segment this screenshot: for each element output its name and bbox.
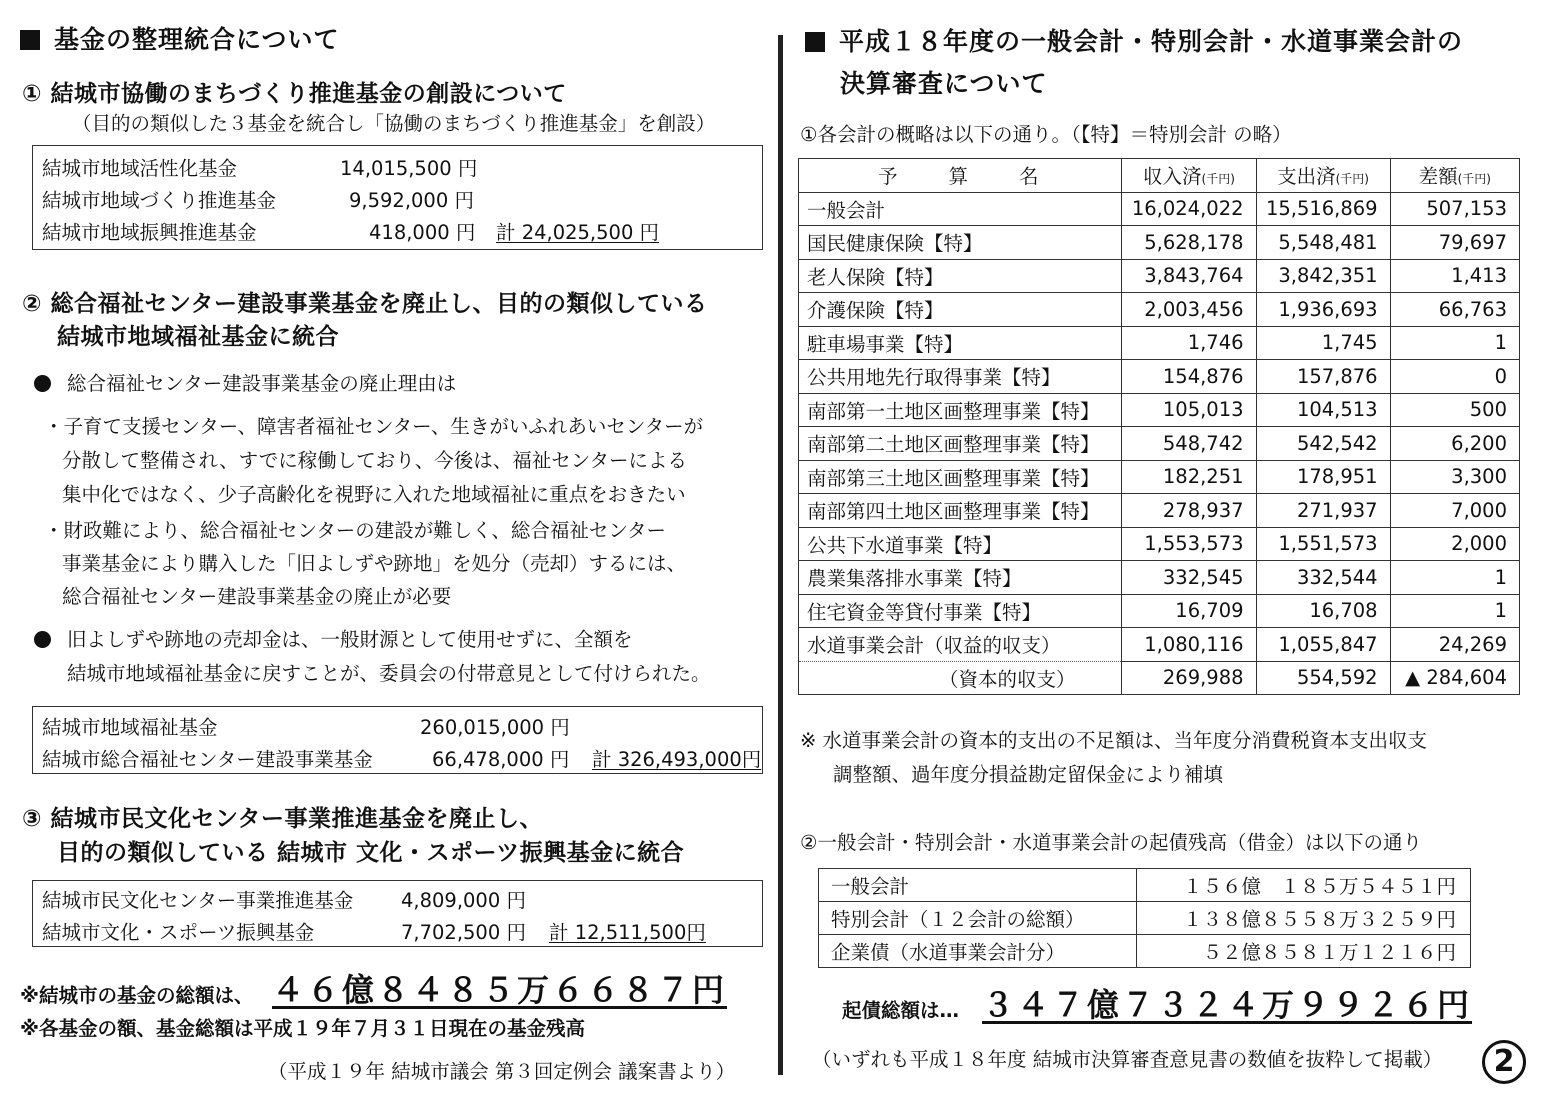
account-name: 老人保険【特】 [799,259,1122,293]
table-row [799,661,1520,695]
account-name: 一般会計 [799,192,1122,226]
table-row [819,869,1471,902]
diff-cell: 507,153 [1390,192,1519,226]
expense-cell: 16,708 [1256,594,1390,628]
section3-title: ③ 結城市民文化センター事業推進基金を廃止し、 [22,806,544,832]
expense-cell: 104,513 [1256,393,1390,427]
table-row [799,594,1520,628]
income-cell: 278,937 [1122,494,1256,528]
account-name: 水道事業会計（収益的収支） [799,628,1122,662]
income-cell: 105,013 [1122,393,1256,427]
account-name: 住宅資金等貸付事業【特】 [799,594,1122,628]
diff-cell: 0 [1390,360,1519,394]
income-cell: 16,709 [1122,594,1256,628]
fund-row: 結城市総合福祉センター建設事業基金 [42,748,373,771]
income-cell: 332,545 [1122,561,1256,595]
budget-heading: 平成１８年度の一般会計・特別会計・水道事業会計の [805,22,1463,58]
expense-cell: 542,542 [1256,427,1390,461]
fund-grand-total: ４６億８４８５万６６８７円 [272,971,728,1009]
footnote-line1: ※ 水道事業会計の資本的支出の不足額は、当年度分消費税資本支出収支 [800,729,1428,752]
table-row [799,628,1520,662]
income-cell: 269,988 [1122,661,1256,695]
fund-row: 結城市地域福祉基金 [42,716,218,739]
account-name: 国民健康保険【特】 [799,226,1122,260]
fund-note: ※各基金の額、基金総額は平成１９年７月３１日現在の基金残高 [20,1017,585,1040]
section1-subtitle: （目的の類似した３基金を統合し「協働のまちづくり推進基金」を創設） [72,112,716,135]
diff-cell: 1 [1390,561,1519,595]
square-bullet-icon [20,30,40,50]
account-name: 公共下水道事業【特】 [799,527,1122,561]
income-cell: 16,024,022 [1122,192,1256,226]
debt-amount: １３８億８５５８万３２５９円 [1136,902,1471,935]
col-header-income: 収入済(千円) [1122,159,1256,193]
expense-cell: 5,548,481 [1256,226,1390,260]
diff-cell: 79,697 [1390,226,1519,260]
budget-intro: ①各会計の概略は以下の通り。（【特】＝特別会計 の略） [800,123,1292,146]
fund-amount: 418,000 円 [369,221,476,244]
table-row [799,561,1520,595]
debt-category: 特別会計（１２会計の総額） [819,902,1137,935]
diff-cell: 24,269 [1390,628,1519,662]
footnote-line2: 調整額、過年度分損益勘定留保金により補填 [833,763,1224,786]
section1-title: ① 結城市協働のまちづくり推進基金の創設について [22,81,567,107]
income-cell: 1,746 [1122,326,1256,360]
fund-amount: 14,015,500 円 [340,157,478,180]
income-cell: 154,876 [1122,360,1256,394]
account-name: 南部第四土地区画整理事業【特】 [799,494,1122,528]
table-row [799,460,1520,494]
expense-cell: 1,055,847 [1256,628,1390,662]
page-number: 2 [1482,1040,1526,1084]
fund-amount: 4,809,000 円 [401,889,526,912]
debt-source: （いずれも平成１８年度 結城市決算審査意見書の数値を抜粋して掲載） [812,1048,1443,1071]
table-row [799,192,1520,226]
table-row [799,293,1520,327]
table-row [799,360,1520,394]
income-cell: 1,080,116 [1122,628,1256,662]
fund-row: 結城市文化・スポーツ振興基金 [42,921,315,944]
table-row [799,427,1520,461]
diff-cell: 2,000 [1390,527,1519,561]
fund-total-label: ※結城市の基金の総額は、 [20,984,254,1007]
expense-cell: 554,592 [1256,661,1390,695]
account-name: 南部第一土地区画整理事業【特】 [799,393,1122,427]
expense-cell: 1,551,573 [1256,527,1390,561]
fund-total: 計 12,511,500円 [549,921,706,944]
diff-cell: 1,413 [1390,259,1519,293]
account-name: 公共用地先行取得事業【特】 [799,360,1122,394]
diff-cell: 6,200 [1390,427,1519,461]
fund-total: 計 326,493,000円 [592,748,762,771]
table-row [799,393,1520,427]
debt-grand-total: ３４７億７３２４万９９２６円 [982,986,1473,1024]
expense-cell: 3,842,351 [1256,259,1390,293]
diff-cell: 500 [1390,393,1519,427]
reason2-line: ・財政難により、総合福祉センターの建設が難しく、総合福祉センター [44,519,667,542]
section3-title-line2: 目的の類似している 結城市 文化・スポーツ振興基金に統合 [57,840,685,866]
diff-cell: 66,763 [1390,293,1519,327]
section2-bullet1: 総合福祉センター建設事業基金の廃止理由は [34,368,456,396]
section2-bullet2-line2: 結城市地域福祉基金に戻すことが、委員会の付帯意見として付けられた。 [67,662,711,685]
budget-heading-line2: 決算審査について [840,69,1048,98]
expense-cell: 332,544 [1256,561,1390,595]
fund-amount: 66,478,000 円 [432,748,570,771]
table-row [799,226,1520,260]
expense-cell: 1,936,693 [1256,293,1390,327]
fund-row: 結城市地域振興推進基金 [42,221,257,244]
expense-cell: 157,876 [1256,360,1390,394]
fund-row: 結城市地域づくり推進基金 [42,189,277,212]
section2-title: ② 総合福祉センター建設事業基金を廃止し、目的の類似している [22,291,708,317]
diff-cell: 1 [1390,594,1519,628]
income-cell: 548,742 [1122,427,1256,461]
fund-source: （平成１９年 結城市議会 第３回定例会 議案書より） [268,1060,736,1083]
income-cell: 2,003,456 [1122,293,1256,327]
diff-cell: ▲ 284,604 [1390,661,1519,695]
col-header-expense: 支出済(千円) [1256,159,1390,193]
fund-row: 結城市地域活性化基金 [42,157,238,180]
account-name: 農業集落排水事業【特】 [799,561,1122,595]
debt-category: 一般会計 [819,869,1137,902]
expense-cell: 178,951 [1256,460,1390,494]
diff-cell: 3,300 [1390,460,1519,494]
expense-cell: 15,516,869 [1256,192,1390,226]
fund-amount: 260,015,000 円 [420,716,570,739]
table-row [799,326,1520,360]
debt-intro: ②一般会計・特別会計・水道事業会計の起債残高（借金）は以下の通り [800,831,1422,854]
debt-category: 企業債（水道事業会計分） [819,935,1137,968]
table-row [799,494,1520,528]
table-row [799,259,1520,293]
reason1-line: 分散して整備され、すでに稼働しており、今後は、福祉センターによる [62,449,687,472]
table-row [819,935,1471,968]
account-name: 介護保険【特】 [799,293,1122,327]
income-cell: 3,843,764 [1122,259,1256,293]
reason1-line: 集中化ではなく、少子高齢化を視野に入れた地域福祉に重点をおきたい [62,483,686,506]
table-header-row [799,159,1520,193]
table-row [799,527,1520,561]
col-header-diff: 差額(千円) [1390,159,1519,193]
fund-amount: 9,592,000 円 [349,189,474,212]
account-name: 南部第三土地区画整理事業【特】 [799,460,1122,494]
account-name: 駐車場事業【特】 [799,326,1122,360]
fund-total: 計 24,025,500 円 [496,221,660,244]
col-header-name: 予 算 名 [799,159,1122,193]
diff-cell: 7,000 [1390,494,1519,528]
diff-cell: 1 [1390,326,1519,360]
reason1-line: ・子育て支援センター、障害者福祉センター、生きがいふれあいセンターが [44,415,704,438]
reason2-line: 総合福祉センター建設事業基金の廃止が必要 [62,585,452,608]
account-name: 南部第二土地区画整理事業【特】 [799,427,1122,461]
income-cell: 1,553,573 [1122,527,1256,561]
table-row [819,902,1471,935]
section2-bullet2: 旧よしずや跡地の売却金は、一般財源として使用せずに、全額を [34,624,633,652]
column-divider [778,35,783,1075]
income-cell: 182,251 [1122,460,1256,494]
income-cell: 5,628,178 [1122,226,1256,260]
fund-amount: 7,702,500 円 [401,921,526,944]
debt-amount: ５２億８５８１万１２１６円 [1136,935,1471,968]
budget-table [798,158,1520,695]
square-bullet-icon [805,32,825,52]
reason2-line: 事業基金により購入した「旧よしずや跡地」を処分（売却）するには、 [62,552,687,575]
expense-cell: 271,937 [1256,494,1390,528]
expense-cell: 1,745 [1256,326,1390,360]
bullet-icon [34,375,51,392]
debt-table [818,868,1471,968]
bullet-icon [34,631,51,648]
fund-heading: 基金の整理統合について [20,20,340,56]
debt-amount: １５６億 １８５万５４５１円 [1136,869,1471,902]
account-name: （資本的収支） [799,661,1122,695]
debt-total-label: 起債総額は… [842,999,960,1022]
fund-row: 結城市民文化センター事業推進基金 [42,889,354,912]
section2-title-line2: 結城市地域福祉基金に統合 [57,324,339,350]
